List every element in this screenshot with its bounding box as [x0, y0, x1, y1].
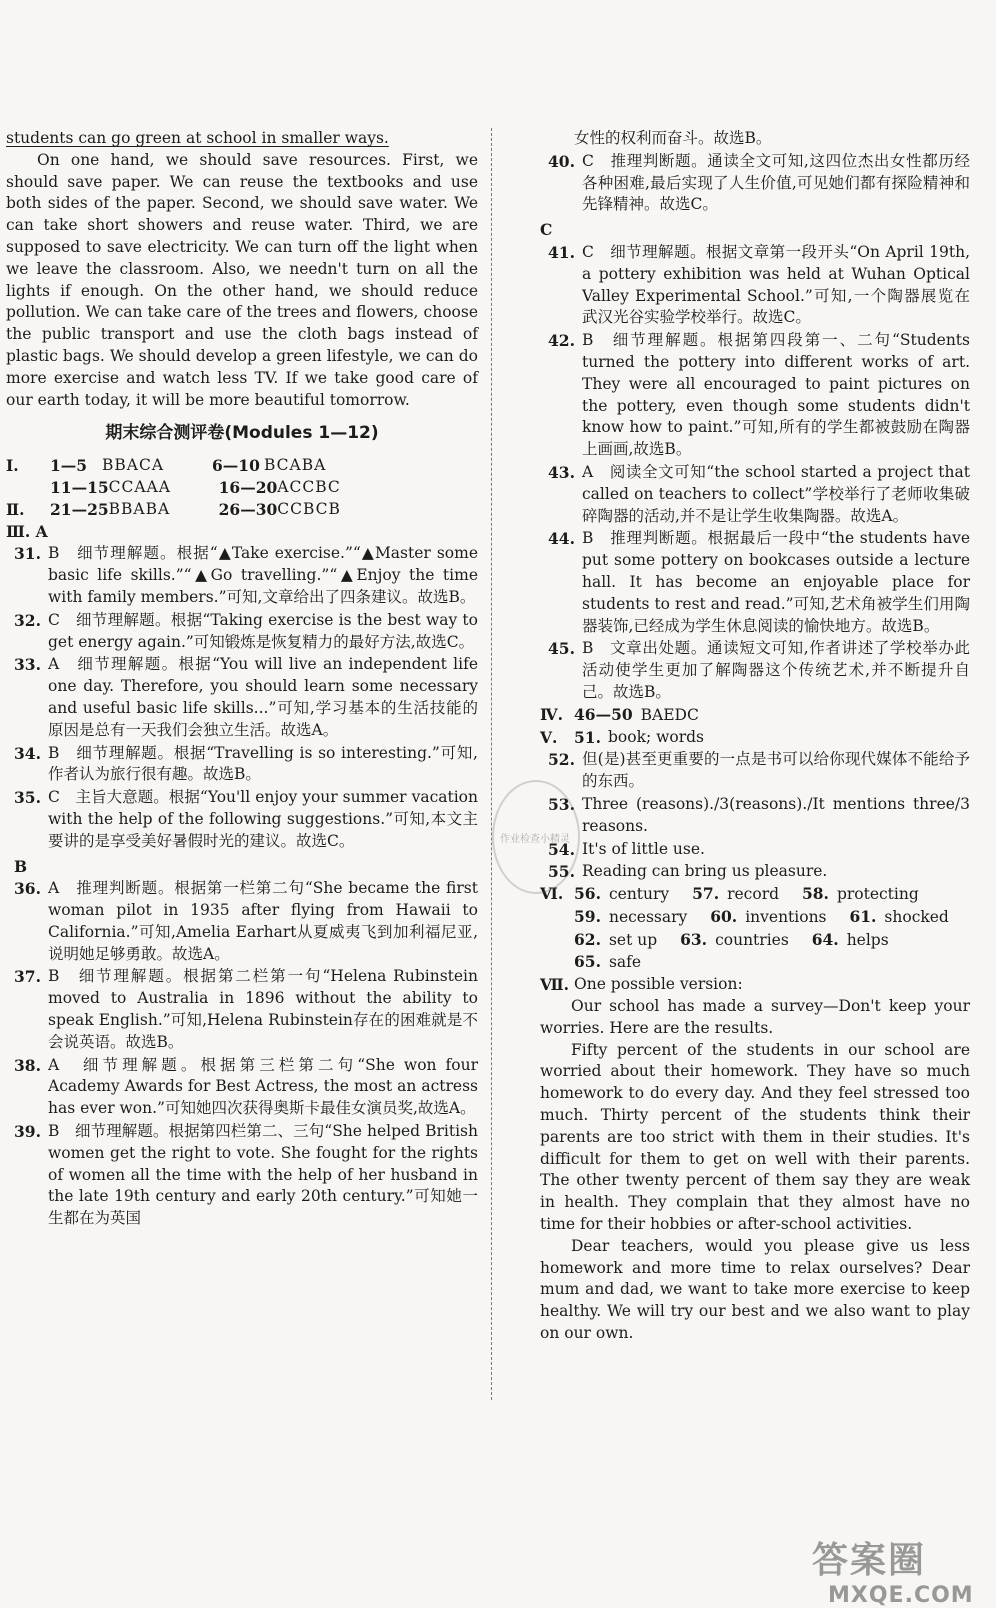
roman-numeral — [6, 477, 50, 499]
essay-paragraph: On one hand, we should save resources. First, we should save paper. We can reuse the textbooks and use both sides of the paper. Second, we should save water. We can take short showers and reuse water. Third, we are supposed to save electricity. We can turn off the light when we leave the classroom. Also, we needn't turn on all the lights if enough. On the other hand, we should reduce pollution. We can take care of the trees and flowers, choose the public transport and use the cloth bags instead of plastic bags. We should develop a green lifestyle, we can do more exercise and watch less TV. If we take good care of our earth today, it will be more beautiful tomorrow. — [6, 150, 478, 409]
column-divider — [491, 128, 492, 1400]
answer-grid — [6, 455, 478, 520]
site-logo — [812, 1532, 974, 1608]
item-explanation: B 细节理解题。根据第四栏第二、三句“She helped British women get the right to vote. She fought for the rights of women all the time with the help of her husband in the late 19th century and early 20th century.”可知她一生都在为英国 — [48, 1122, 478, 1228]
item-explanation: C 推理判断题。通读全文可知,这四位杰出女性都历经各种困难,最后实现了人生价值,可见她们都有探险精神和先锋精神。故选C。 — [582, 151, 970, 214]
answer-item — [540, 462, 970, 527]
continued-text: 女性的权利而奋斗。故选B。 — [574, 129, 772, 147]
answer-word: inventions — [745, 907, 827, 926]
item-number: 39. — [14, 1122, 41, 1142]
answer-word: shocked — [884, 907, 949, 926]
answer-item — [540, 861, 970, 883]
section-iv — [540, 704, 970, 727]
item-explanation: B 细节理解题。根据第四段第一、二句“Students turned the pottery into different works of art. They were all encouraged to paint pictures on the pottery, even though some students didn't know how to paint.”可知,所有的学生都被鼓励在陶器上画画,故选B。 — [582, 331, 970, 459]
item-explanation: B 细节理解题。根据“Travelling is so interesting.”可知,作者认为旅行很有趣。故选B。 — [48, 743, 478, 784]
answer-row — [6, 455, 478, 477]
item-explanation: C 细节理解题。根据文章第一段开头“On April 19th, a pottery exhibition was held at Wuhan Optical Valley Experimental School.”可知,一个陶器展览在武汉光谷实验学校举行。故选C。 — [582, 242, 970, 327]
answer-word: necessary — [608, 907, 688, 926]
answer-word: set up — [608, 930, 658, 949]
section-v — [540, 727, 970, 749]
item-explanation: A 细节理解题。根据第三栏第二句“She won four Academy Awards for Best Actress, the most an actress has ever won.”可知她四次获得奥斯卡最佳女演员奖,故选A。 — [48, 1055, 478, 1118]
item-number: 56. — [574, 884, 601, 904]
answer-row — [6, 477, 478, 499]
answer-item — [540, 242, 970, 329]
item-number: 37. — [14, 967, 41, 987]
answer-item — [540, 749, 970, 793]
range: 46—50 — [574, 704, 633, 724]
answer-item — [540, 839, 970, 861]
item-number: 62. — [574, 929, 601, 949]
answer-word: protecting — [836, 885, 919, 904]
item-number: 41. — [548, 242, 575, 262]
item-explanation: It's of little use. — [582, 839, 705, 858]
item-number: 42. — [548, 331, 575, 351]
right-column — [540, 128, 970, 1345]
roman-numeral: Ⅶ. — [540, 975, 570, 995]
stamp-watermark — [492, 780, 580, 894]
logo-url: MXQE.COM — [828, 1583, 974, 1608]
range: 11—15 — [50, 477, 109, 497]
item-explanation: B 细节理解题。根据第二栏第一句“Helena Rubinstein moved to Australia in 1896 without the ability to speak English.”可知,Helena Rubinstein存在的困难就是不会说英语。故选B。 — [48, 967, 478, 1051]
range: 21—25 — [50, 499, 109, 519]
item-explanation: 但(是)甚至更重要的一点是书可以给你现代媒体不能给予的东西。 — [582, 750, 970, 791]
essay-paragraph: Dear teachers, would you please give us less homework and more time to relax ourselves? Dear mum and dad, we want to take more exercise to keep healthy. We will try our best and we also want to play on our own. — [540, 1236, 970, 1343]
item-explanation: B 文章出处题。通读短文可知,作者讲述了学校举办此活动使学生更加了解陶器这个传统艺术,并不断提升自己。故选B。 — [582, 639, 970, 701]
word-line — [574, 929, 970, 975]
item-number: 61. — [849, 906, 877, 926]
section-label: C — [540, 220, 553, 240]
range: 1—5 — [50, 456, 88, 476]
item-number: 31. — [14, 544, 41, 564]
section-label: B — [14, 856, 28, 876]
range: 6—10 — [212, 456, 260, 476]
essay-paragraph: Our school has made a survey—Don't keep your worries. Here are the results. — [540, 997, 970, 1037]
answers: BAEDC — [640, 705, 699, 724]
roman-numeral: Ⅱ. — [6, 499, 25, 519]
essay-paragraph: Fifty percent of the students in our school are worried about their homework. They have so much homework to do every day. And they feel stressed too much. Thirty percent of the students think their parents are too strict with them in their studies. It's difficult for them to get on well with their parents. The other twenty percent of them say they are weak in health. They complain that they almost have no time for their hobbies or after-school activities. — [540, 1040, 970, 1234]
range: 26—30 — [218, 499, 278, 519]
item-explanation: B 细节理解题。根据“▲Take exercise.”“▲Master some basic life skills.”“▲Go travelling.”“▲Enjoy the time with family members.”可知,文章给出了四条建议。故选B。 — [48, 544, 478, 606]
stamp-text: 作业检查小精灵 — [500, 834, 570, 845]
answer-item — [540, 638, 970, 703]
word-line — [574, 906, 970, 929]
item-explanation: C 细节理解题。根据“Taking exercise is the best way to get energy again.”可知锻炼是恢复精力的最好方法,故选C。 — [48, 610, 478, 651]
answers: ACCBC — [277, 477, 341, 496]
answers: BBACA — [102, 456, 165, 475]
item-explanation: book; words — [608, 727, 705, 746]
answer-item — [6, 878, 478, 965]
answers: CCAAA — [108, 477, 171, 496]
item-number: 57. — [692, 884, 720, 904]
item-number: 52. — [548, 750, 575, 770]
item-number: 38. — [14, 1055, 41, 1075]
item-explanation: B 推理判断题。根据最后一段中“the students have put some pottery on bookcases outside a lecture hall. It has become an enjoyable place for students to rest and read.”可知,艺术角被学生们用陶器装饰,已经成为学生休息阅读的愉快地方。故选B。 — [582, 529, 970, 635]
answer-item — [6, 654, 478, 741]
answer-item — [540, 794, 970, 838]
item-number: 36. — [14, 879, 41, 899]
essay-closing-line: students can go green at school in smaller ways. — [6, 129, 389, 147]
item-number: 55. — [548, 862, 575, 882]
item-number: 45. — [548, 639, 575, 659]
answer-word: record — [727, 885, 780, 904]
answers: CCBCB — [277, 499, 341, 518]
answer-item — [574, 727, 704, 749]
answer-item — [6, 1055, 478, 1120]
answer-item — [540, 330, 970, 461]
answer-word: century — [608, 885, 670, 904]
range: 16—20 — [218, 477, 278, 497]
item-explanation: C 主旨大意题。根据“You'll enjoy your summer vacation with the help of the following suggestions.”可知,本文主要讲的是享受美好暑假时光的建议。故选C。 — [48, 788, 478, 850]
item-number: 51. — [574, 727, 601, 747]
item-explanation: A 细节理解题。根据“You will live an independent life one day. Therefore, you should learn some necessary and useful basic life skills...”可知,学习基本的生活技能的原因是总有一天我们会独立生活。故选A。 — [48, 655, 478, 739]
section-vi — [540, 883, 970, 974]
answer-item — [6, 966, 478, 1053]
item-explanation: A 推理判断题。根据第一栏第二句“She became the first woman pilot in 1935 after flying from Hawaii to California.”可知,Amelia Earhart从夏威夷飞到加利福尼亚,说明她足够勇敢。故选A。 — [48, 879, 478, 963]
item-number: 64. — [811, 929, 839, 949]
left-column — [6, 128, 478, 1230]
answer-item — [540, 151, 970, 216]
logo-text: 答案圈 — [812, 1540, 927, 1581]
item-number: 43. — [548, 462, 575, 482]
item-number: 54. — [548, 839, 575, 859]
roman-numeral: Ⅵ. — [540, 884, 564, 904]
answers: BCABA — [264, 456, 327, 475]
item-number: 35. — [14, 788, 41, 808]
item-explanation: A 阅读全文可知“the school started a project that called on teachers to collect”学校举行了老师收集破碎陶器的活动,并不是让学生收集陶器。故选A。 — [582, 462, 970, 525]
section-label: Ⅲ. A — [6, 521, 48, 541]
section-vii — [540, 974, 970, 996]
roman-numeral: Ⅴ. — [540, 727, 558, 747]
roman-numeral: Ⅳ. — [540, 704, 563, 724]
answer-word: countries — [715, 930, 789, 949]
item-explanation: Three (reasons)./3(reasons)./It mentions three/3 reasons. — [582, 794, 970, 835]
answer-item — [6, 787, 478, 852]
item-number: 65. — [574, 952, 601, 972]
item-number: 59. — [574, 906, 601, 926]
answer-item — [6, 543, 478, 608]
item-number: 33. — [14, 655, 41, 675]
item-number: 40. — [548, 151, 575, 171]
answer-item — [540, 528, 970, 637]
version-label: One possible version: — [574, 975, 743, 994]
answer-item — [6, 1121, 478, 1230]
answer-item — [6, 743, 478, 787]
roman-numeral: Ⅰ. — [6, 456, 19, 476]
item-explanation: Reading can bring us pleasure. — [582, 862, 828, 881]
item-number: 44. — [548, 529, 575, 549]
answer-word: safe — [608, 953, 642, 972]
answer-item — [6, 610, 478, 654]
answer-word: helps — [846, 930, 889, 949]
word-line — [574, 883, 970, 906]
item-number: 34. — [14, 743, 41, 763]
item-number: 53. — [548, 794, 575, 814]
item-number: 60. — [710, 906, 738, 926]
item-number: 58. — [801, 884, 829, 904]
answers: BBABA — [108, 499, 171, 518]
item-number: 63. — [680, 929, 708, 949]
exam-heading: 期末综合测评卷(Modules 1—12) — [105, 423, 379, 444]
item-number: 32. — [14, 610, 41, 630]
answer-row — [6, 499, 478, 521]
